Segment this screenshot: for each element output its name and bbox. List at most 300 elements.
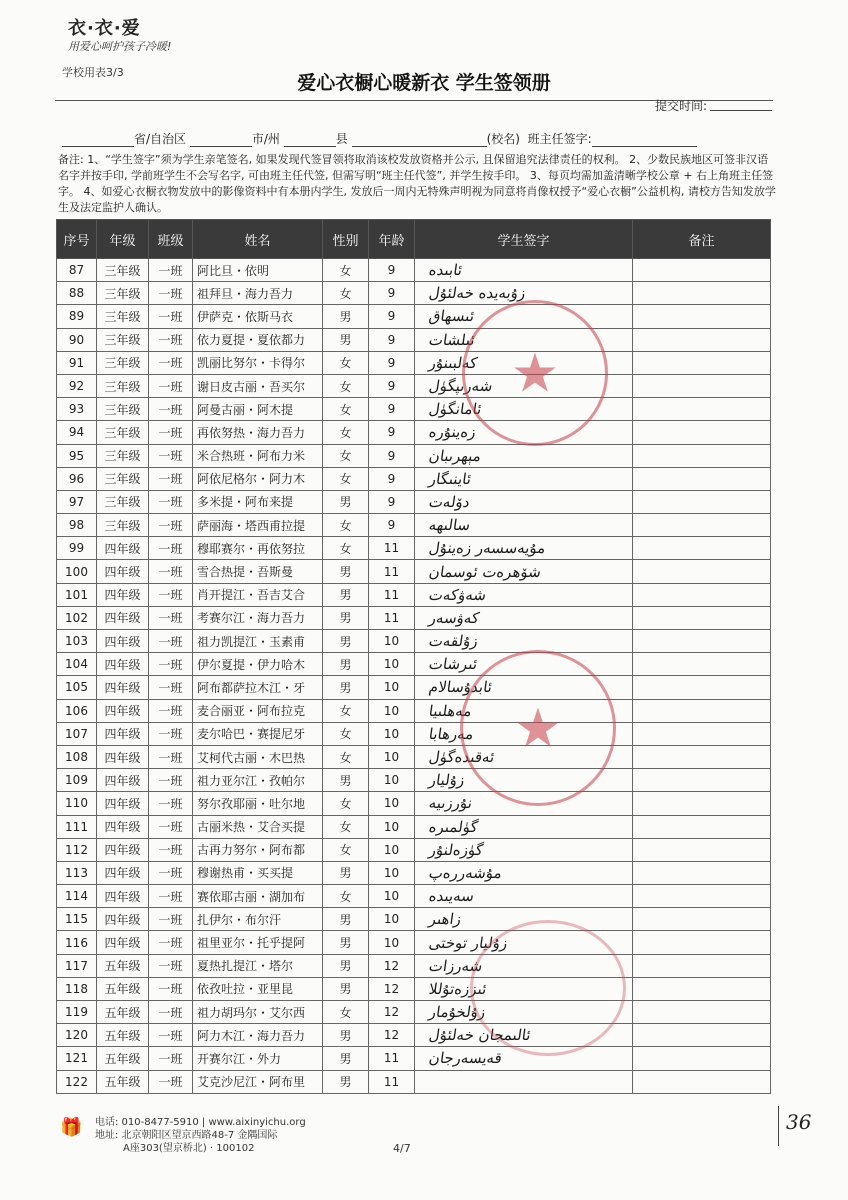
row-remarks [633, 630, 771, 653]
school-copy-label: 学校用表3/3 [62, 66, 124, 79]
page-title: 爱心衣橱心暖新衣 学生签领册 [297, 72, 551, 94]
row-gender: 女 [323, 1001, 369, 1024]
table-row [57, 583, 771, 606]
row-name: 夏热扎提江・塔尔 [193, 954, 323, 977]
table-row [57, 560, 771, 583]
row-remarks [633, 583, 771, 606]
row-age: 9 [369, 259, 415, 282]
row-remarks [633, 328, 771, 351]
row-grade: 四年级 [97, 745, 149, 768]
handwritten-signature: ئاينىگار [427, 469, 473, 488]
row-no: 103 [57, 630, 97, 653]
row-name: 萨丽海・塔西甫拉提 [193, 514, 323, 537]
row-no: 120 [57, 1024, 97, 1047]
row-gender: 女 [323, 885, 369, 908]
table-row [57, 815, 771, 838]
row-class: 一班 [149, 838, 193, 861]
row-signature [415, 514, 633, 537]
table-row [57, 421, 771, 444]
row-remarks [633, 815, 771, 838]
table-row [57, 606, 771, 629]
footer-address-2: A座303(望京桥北) · 100102 [123, 1143, 255, 1154]
stamp-star-icon: ★ [510, 341, 560, 405]
row-name: 依力夏提・夏依都力 [193, 328, 323, 351]
row-no: 122 [57, 1070, 97, 1093]
row-gender: 男 [323, 653, 369, 676]
handwritten-signature: زۇليار [427, 771, 466, 790]
row-remarks [633, 467, 771, 490]
row-remarks [633, 931, 771, 954]
stamp-star-icon: ★ [513, 696, 563, 760]
county-label: 县 [335, 132, 348, 146]
row-no: 113 [57, 861, 97, 884]
header-age: 年龄 [369, 220, 415, 259]
row-gender: 男 [323, 977, 369, 1000]
row-no: 106 [57, 699, 97, 722]
row-no: 104 [57, 653, 97, 676]
row-signature [415, 861, 633, 884]
row-no: 99 [57, 537, 97, 560]
row-age: 10 [369, 745, 415, 768]
row-remarks [633, 676, 771, 699]
row-class: 一班 [149, 328, 193, 351]
row-grade: 五年级 [97, 1070, 149, 1093]
row-age: 9 [369, 305, 415, 328]
handwritten-signature: مېھرىبان [427, 446, 483, 465]
row-grade: 四年级 [97, 792, 149, 815]
row-grade: 四年级 [97, 838, 149, 861]
row-age: 10 [369, 699, 415, 722]
table-row [57, 676, 771, 699]
handwritten-signature: گۈزەلنۇر [427, 840, 485, 859]
row-class: 一班 [149, 722, 193, 745]
row-age: 10 [369, 861, 415, 884]
row-no: 93 [57, 398, 97, 421]
handwritten-signature: مەرھابا [427, 724, 475, 743]
row-class: 一班 [149, 514, 193, 537]
row-no: 96 [57, 467, 97, 490]
header-no: 序号 [57, 220, 97, 259]
handwritten-signature: شەرزات [427, 956, 484, 975]
row-name: 考赛尔江・海力吾力 [193, 606, 323, 629]
row-age: 11 [369, 1047, 415, 1070]
province-blank [62, 134, 134, 147]
row-gender: 男 [323, 490, 369, 513]
row-gender: 男 [323, 328, 369, 351]
notes-text: 备注: 1、“学生签字”须为学生亲笔签名, 如果发现代签冒领将取消该校发放资格并公示, 且保留追究法律责任的权利。 2、少数民族地区可签非汉语名字并按手印, 学前班学生不会写名字, 可由班主任代签, 但需写明“班主任代签”, 并学生按手印。 3、每页均需加盖清晰学校公章 + 右上角班主任签字。 4、如爱心衣橱衣物发放中的影像资料中有本册内学生, 发放后一周内无特殊声明视为同意将肖像权授予“爱心衣橱”公益机构, 请校方告知发放学生及法定监护人确认。 [58, 153, 776, 214]
header-grade: 年级 [97, 220, 149, 259]
row-age: 10 [369, 722, 415, 745]
handwritten-signature: شەۋكەت [427, 585, 488, 604]
table-row [57, 745, 771, 768]
table-header-row [57, 220, 771, 259]
row-class: 一班 [149, 861, 193, 884]
row-name: 阿比旦・依明 [193, 259, 323, 282]
row-no: 119 [57, 1001, 97, 1024]
row-signature [415, 444, 633, 467]
row-name: 依孜吐拉・亚里昆 [193, 977, 323, 1000]
row-gender: 男 [323, 630, 369, 653]
row-class: 一班 [149, 792, 193, 815]
teacher-sign-label: 班主任签字: [527, 132, 592, 146]
row-no: 107 [57, 722, 97, 745]
handwritten-signature: نۇرزىيە [427, 794, 474, 813]
table-row [57, 374, 771, 397]
row-remarks [633, 699, 771, 722]
header-signature: 学生签字 [415, 220, 633, 259]
row-age: 10 [369, 676, 415, 699]
row-age: 10 [369, 792, 415, 815]
header-gender: 性别 [323, 220, 369, 259]
row-class: 一班 [149, 583, 193, 606]
table-row [57, 328, 771, 351]
row-signature [415, 560, 633, 583]
row-gender: 女 [323, 514, 369, 537]
row-class: 一班 [149, 630, 193, 653]
row-no: 111 [57, 815, 97, 838]
row-gender: 男 [323, 861, 369, 884]
row-grade: 三年级 [97, 351, 149, 374]
row-no: 108 [57, 745, 97, 768]
table-row [57, 630, 771, 653]
row-gender: 男 [323, 931, 369, 954]
row-no: 89 [57, 305, 97, 328]
row-grade: 三年级 [97, 305, 149, 328]
footer-phone: 电话: 010-8477-5910 | www.aixinyichu.org [95, 1117, 306, 1128]
row-age: 9 [369, 444, 415, 467]
row-name: 祖力亚尔江・孜帕尔 [193, 769, 323, 792]
row-name: 多米提・阿布来提 [193, 490, 323, 513]
row-class: 一班 [149, 954, 193, 977]
row-grade: 五年级 [97, 954, 149, 977]
row-grade: 四年级 [97, 653, 149, 676]
row-grade: 四年级 [97, 606, 149, 629]
row-remarks [633, 722, 771, 745]
row-gender: 女 [323, 398, 369, 421]
row-class: 一班 [149, 769, 193, 792]
row-no: 115 [57, 908, 97, 931]
row-age: 9 [369, 374, 415, 397]
row-gender: 女 [323, 282, 369, 305]
row-remarks [633, 606, 771, 629]
row-remarks [633, 838, 771, 861]
handwritten-signature: ئىرشات [427, 655, 479, 674]
row-gender: 女 [323, 792, 369, 815]
row-class: 一班 [149, 1070, 193, 1093]
handwritten-signature: زۇلقەت [427, 632, 480, 651]
county-blank [284, 134, 336, 147]
row-class: 一班 [149, 931, 193, 954]
row-class: 一班 [149, 676, 193, 699]
row-remarks [633, 490, 771, 513]
row-no: 100 [57, 560, 97, 583]
row-no: 95 [57, 444, 97, 467]
row-age: 12 [369, 1001, 415, 1024]
row-gender: 女 [323, 259, 369, 282]
row-gender: 女 [323, 699, 369, 722]
row-gender: 女 [323, 421, 369, 444]
table-row [57, 282, 771, 305]
row-class: 一班 [149, 305, 193, 328]
submit-time-line [710, 110, 772, 111]
handwritten-signature: ئابىدە [427, 261, 464, 280]
row-remarks [633, 514, 771, 537]
handwritten-signature: ئىززەتۇللا [427, 979, 488, 998]
row-class: 一班 [149, 537, 193, 560]
row-grade: 四年级 [97, 699, 149, 722]
row-remarks [633, 885, 771, 908]
row-grade: 四年级 [97, 537, 149, 560]
row-no: 109 [57, 769, 97, 792]
row-no: 116 [57, 931, 97, 954]
row-no: 87 [57, 259, 97, 282]
brand-logo: 衣·衣·爱 [68, 18, 141, 39]
row-grade: 四年级 [97, 885, 149, 908]
row-grade: 四年级 [97, 769, 149, 792]
row-class: 一班 [149, 444, 193, 467]
student-table [56, 219, 771, 1094]
table-row [57, 351, 771, 374]
handwritten-signature: زۇلخۇمار [427, 1003, 487, 1022]
row-name: 再依努热・海力吾力 [193, 421, 323, 444]
row-remarks [633, 908, 771, 931]
row-gender: 男 [323, 560, 369, 583]
row-remarks [633, 537, 771, 560]
row-class: 一班 [149, 398, 193, 421]
row-name: 麦合丽亚・阿布拉克 [193, 699, 323, 722]
row-remarks [633, 351, 771, 374]
handwritten-signature: ئىلشات [427, 330, 477, 349]
row-remarks [633, 560, 771, 583]
row-age: 9 [369, 514, 415, 537]
row-class: 一班 [149, 560, 193, 583]
row-remarks [633, 745, 771, 768]
row-remarks [633, 305, 771, 328]
table-row [57, 305, 771, 328]
row-age: 11 [369, 560, 415, 583]
row-no: 88 [57, 282, 97, 305]
row-name: 伊萨克・依斯马衣 [193, 305, 323, 328]
submit-time-label: 提交时间: [655, 99, 708, 113]
handwritten-signature: ئابدۇسالام [427, 678, 494, 697]
row-signature [415, 583, 633, 606]
row-age: 9 [369, 421, 415, 444]
row-name: 艾柯代古丽・木巴热 [193, 745, 323, 768]
row-name: 祖力胡玛尔・艾尔西 [193, 1001, 323, 1024]
row-remarks [633, 653, 771, 676]
row-remarks [633, 398, 771, 421]
footer-contact [95, 1116, 306, 1155]
table-row [57, 514, 771, 537]
school-info-line [62, 130, 782, 147]
row-no: 110 [57, 792, 97, 815]
handwritten-signature: شۆھرەت ئوسمان [427, 562, 543, 581]
row-class: 一班 [149, 374, 193, 397]
row-remarks [633, 1001, 771, 1024]
row-remarks [633, 444, 771, 467]
handwritten-page-number: 36 [786, 1110, 812, 1134]
row-name: 麦尔哈巴・赛提尼牙 [193, 722, 323, 745]
row-grade: 五年级 [97, 1024, 149, 1047]
row-class: 一班 [149, 259, 193, 282]
school-label: (校名) [486, 132, 520, 146]
table-row [57, 1047, 771, 1070]
row-age: 10 [369, 815, 415, 838]
row-grade: 四年级 [97, 676, 149, 699]
handwritten-signature: سەيىدە [427, 887, 476, 906]
row-no: 102 [57, 606, 97, 629]
row-no: 98 [57, 514, 97, 537]
row-no: 91 [57, 351, 97, 374]
header-remarks: 备注 [633, 220, 771, 259]
row-grade: 四年级 [97, 815, 149, 838]
handwritten-signature: سالىھە [427, 516, 472, 535]
row-age: 10 [369, 630, 415, 653]
row-class: 一班 [149, 606, 193, 629]
row-no: 101 [57, 583, 97, 606]
row-remarks [633, 861, 771, 884]
row-name: 米合热班・阿布力米 [193, 444, 323, 467]
row-age: 11 [369, 583, 415, 606]
row-name: 扎伊尔・布尔汗 [193, 908, 323, 931]
row-grade: 四年级 [97, 861, 149, 884]
handwritten-signature: ئامانگۈل [427, 400, 483, 419]
row-class: 一班 [149, 282, 193, 305]
city-label: 市/州 [251, 132, 280, 146]
row-grade: 三年级 [97, 421, 149, 444]
row-remarks [633, 374, 771, 397]
row-name: 艾克沙尼江・阿布里 [193, 1070, 323, 1093]
row-grade: 四年级 [97, 583, 149, 606]
row-signature [415, 537, 633, 560]
table-row [57, 1001, 771, 1024]
row-age: 9 [369, 490, 415, 513]
handwritten-signature: مەھلىيا [427, 701, 473, 720]
row-age: 11 [369, 537, 415, 560]
row-signature [415, 606, 633, 629]
row-name: 古丽米热・艾合买提 [193, 815, 323, 838]
row-gender: 男 [323, 1070, 369, 1093]
table-row [57, 977, 771, 1000]
row-name: 祖里亚尔・托乎提阿 [193, 931, 323, 954]
row-remarks [633, 421, 771, 444]
row-grade: 三年级 [97, 328, 149, 351]
row-grade: 三年级 [97, 490, 149, 513]
school-stamp-seal [470, 920, 626, 1056]
row-gender: 女 [323, 722, 369, 745]
row-class: 一班 [149, 490, 193, 513]
row-grade: 五年级 [97, 1001, 149, 1024]
row-signature [415, 885, 633, 908]
row-no: 105 [57, 676, 97, 699]
row-gender: 男 [323, 954, 369, 977]
page-number: 4/7 [393, 1142, 411, 1155]
row-remarks [633, 1070, 771, 1093]
row-age: 9 [369, 282, 415, 305]
city-blank [190, 134, 252, 147]
handwritten-signature: زۇليار توختى [427, 933, 509, 952]
row-no: 121 [57, 1047, 97, 1070]
row-age: 11 [369, 606, 415, 629]
row-signature [415, 1070, 633, 1093]
row-age: 10 [369, 885, 415, 908]
handwritten-signature: دۆلەت [427, 492, 471, 511]
row-name: 赛依耶古丽・湖加布 [193, 885, 323, 908]
row-no: 118 [57, 977, 97, 1000]
row-class: 一班 [149, 1024, 193, 1047]
school-blank [352, 134, 487, 147]
row-remarks [633, 259, 771, 282]
province-label: 省/自治区 [134, 132, 187, 146]
school-stamp-seal [460, 650, 616, 806]
row-gender: 男 [323, 1047, 369, 1070]
row-age: 9 [369, 328, 415, 351]
table-row [57, 885, 771, 908]
table-row [57, 699, 771, 722]
row-signature [415, 467, 633, 490]
table-row [57, 1024, 771, 1047]
handwritten-signature: زۇبەيدە خەلئۇل [427, 284, 527, 303]
table-row [57, 259, 771, 282]
row-gender: 女 [323, 351, 369, 374]
handwritten-signature: زاھىر [427, 910, 463, 929]
row-class: 一班 [149, 1047, 193, 1070]
row-name: 谢日皮古丽・吾买尔 [193, 374, 323, 397]
table-row [57, 1070, 771, 1093]
row-grade: 三年级 [97, 514, 149, 537]
row-name: 穆谢热甫・买买提 [193, 861, 323, 884]
row-age: 10 [369, 931, 415, 954]
handwritten-signature: ئالىمجان خەلئۇل [427, 1026, 532, 1045]
row-class: 一班 [149, 908, 193, 931]
brand-slogan: 用爱心呵护孩子冷暖! [68, 40, 172, 53]
table-row [57, 490, 771, 513]
handwritten-signature: كەلبىنۇر [427, 353, 479, 372]
table-row [57, 931, 771, 954]
row-remarks [633, 1024, 771, 1047]
table-row [57, 954, 771, 977]
handwritten-signature: شەرىپگۈل [427, 377, 494, 396]
row-name: 阿曼古丽・阿木提 [193, 398, 323, 421]
row-grade: 三年级 [97, 467, 149, 490]
row-no: 112 [57, 838, 97, 861]
table-row [57, 838, 771, 861]
row-gender: 男 [323, 606, 369, 629]
row-age: 11 [369, 1070, 415, 1093]
row-name: 雪合热提・吾斯曼 [193, 560, 323, 583]
row-signature [415, 815, 633, 838]
row-name: 肖开提江・吾吉艾合 [193, 583, 323, 606]
row-gender: 男 [323, 676, 369, 699]
row-gender: 女 [323, 815, 369, 838]
row-grade: 四年级 [97, 931, 149, 954]
header-class: 班级 [149, 220, 193, 259]
row-gender: 男 [323, 908, 369, 931]
row-grade: 三年级 [97, 398, 149, 421]
footer-address: 地址: 北京朝阳区望京西路48-7 金隅国际 [95, 1130, 278, 1141]
row-grade: 三年级 [97, 282, 149, 305]
row-grade: 四年级 [97, 722, 149, 745]
row-name: 祖拜旦・海力吾力 [193, 282, 323, 305]
handwritten-signature: ئەقىدەگۈل [427, 748, 496, 767]
handwritten-signature: مۇشەررەپ [427, 863, 504, 882]
row-gender: 女 [323, 374, 369, 397]
handwritten-signature: ئىسھاق [427, 307, 476, 326]
row-remarks [633, 769, 771, 792]
row-no: 92 [57, 374, 97, 397]
handwritten-signature: قەيسەرجان [427, 1049, 504, 1068]
row-name: 伊尔夏提・伊力哈木 [193, 653, 323, 676]
